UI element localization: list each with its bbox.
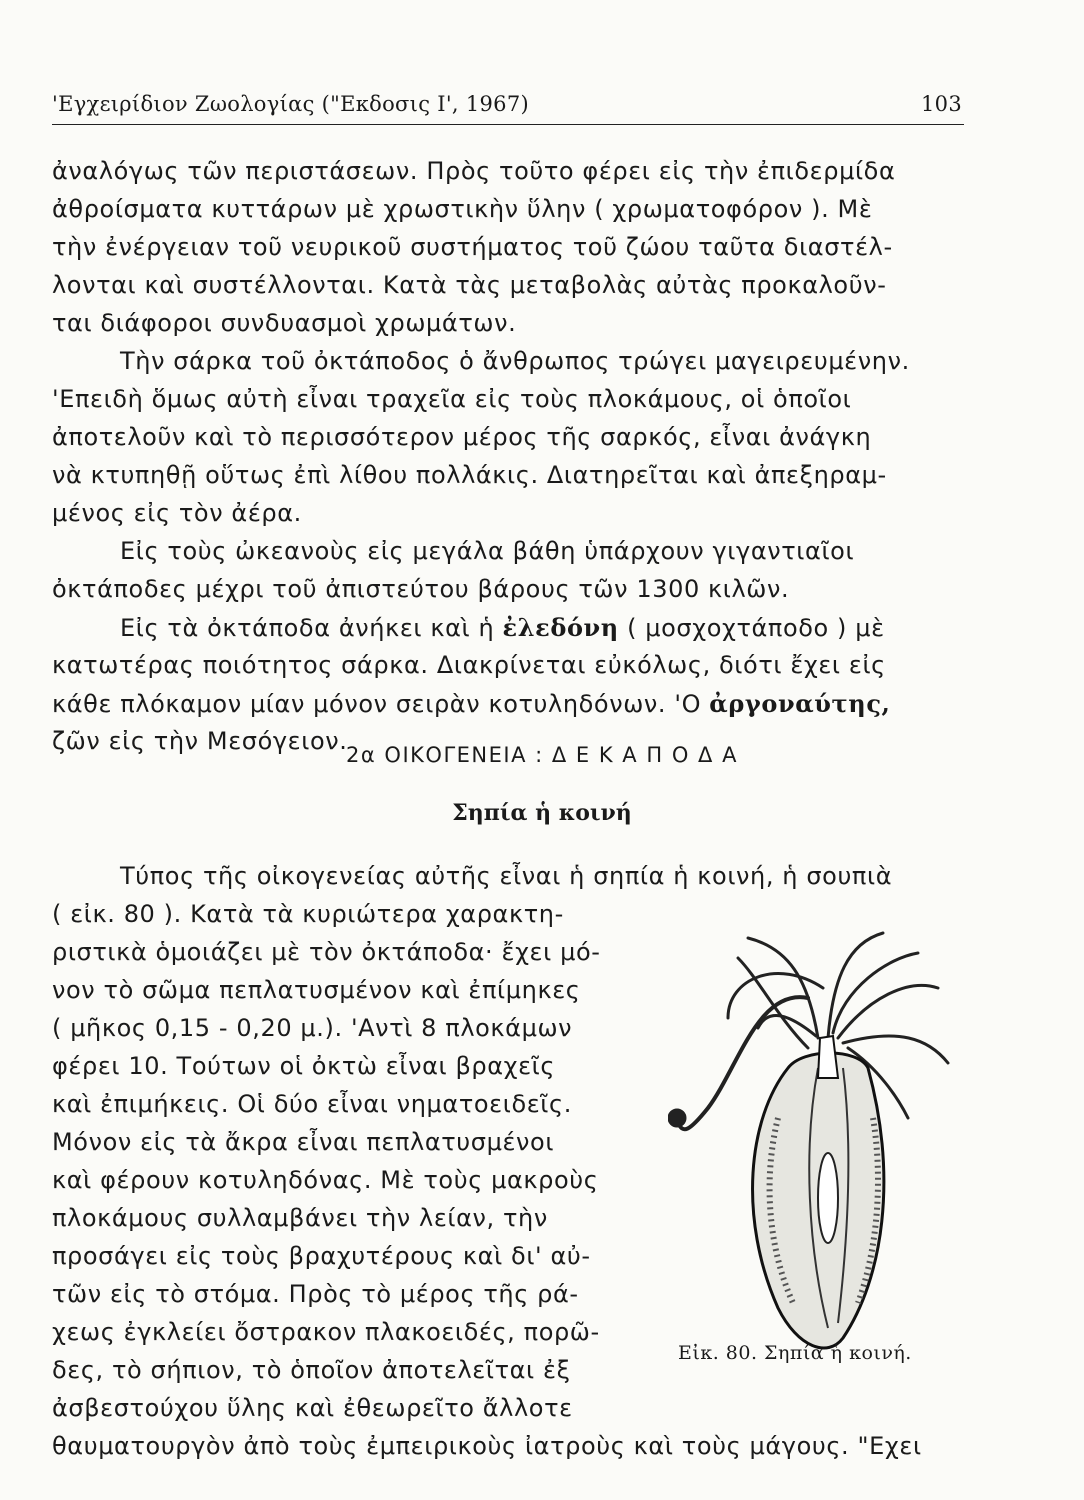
para4-line: ζῶν εἰς τὴν Μεσόγειον. bbox=[52, 727, 348, 755]
para5-line: ριστικὰ ὁμοιάζει μὲ τὸν ὀκτάποδα· ἔχει μό- bbox=[52, 938, 601, 966]
para5-line: τῶν εἰς τὸ στόμα. Πρὸς τὸ μέρος τῆς ρά- bbox=[52, 1280, 579, 1308]
para5-line: νον τὸ σῶμα πεπλατυσμένον καὶ ἐπίμηκες bbox=[52, 976, 581, 1004]
para1-line: ἀθροίσματα κυττάρων μὲ χρωστικὴν ὕλην ( χρωματοφόρον ). Μὲ bbox=[52, 195, 873, 223]
para4-line: κατωτέρας ποιότητος σάρκα. Διακρίνεται εὐκόλως, διότι ἔχει εἰς bbox=[52, 651, 886, 679]
para5-line: προσάγει εἰς τοὺς βραχυτέρους καὶ δι' αὐ- bbox=[52, 1242, 591, 1270]
para4-text: ( μοσχοχτάποδο ) μὲ bbox=[618, 614, 885, 642]
term-argonaut: ἀργοναύτης, bbox=[709, 689, 891, 718]
para3-line: ὀκτάποδες μέχρι τοῦ ἀπιστεύτου βάρους τῶν 1300 κιλῶν. bbox=[52, 575, 790, 603]
para1-line: ἀναλόγως τῶν περιστάσεων. Πρὸς τοῦτο φέρει εἰς τὴν ἐπιδερμίδα bbox=[52, 157, 896, 185]
para5-line: ἀσβεστούχου ὕλης καὶ ἐθεωρεῖτο ἄλλοτε bbox=[52, 1394, 573, 1422]
para4-text: κάθε πλόκαμον μίαν μόνον σειρὰν κοτυληδόνων. 'Ο bbox=[52, 690, 710, 718]
term-eledone: ἐλεδόνη bbox=[502, 613, 619, 642]
para2-line: Τὴν σάρκα τοῦ ὀκτάποδος ὁ ἄνθρωπος τρώγει μαγειρευμένην. bbox=[120, 347, 910, 375]
para4-text: Εἰς τὰ ὀκτάποδα ἀνήκει καὶ ἡ bbox=[120, 614, 503, 642]
para4-line bbox=[52, 689, 962, 718]
para2-line: νὰ κτυπηθῇ οὕτως ἐπὶ λίθου πολλάκις. Διατηρεῖται καὶ ἀπεξηραμ- bbox=[52, 461, 887, 489]
para1-line: τὴν ἐνέργειαν τοῦ νευρικοῦ συστήματος τοῦ ζώου ταῦτα διαστέλ- bbox=[52, 233, 893, 261]
para5-line: φέρει 10. Τούτων οἱ ὀκτὼ εἶναι βραχεῖς bbox=[52, 1052, 556, 1080]
species-heading: Σηπία ἡ κοινή bbox=[452, 800, 632, 826]
figure-caption: Εἰκ. 80. Σηπία ἡ κοινή. bbox=[678, 1342, 912, 1364]
para5-line: θαυματουργὸν ἀπὸ τοὺς ἐμπειρικοὺς ἰατροὺς καὶ τοὺς μάγους. "Εχει bbox=[52, 1432, 922, 1460]
para5-line: χεως ἐγκλείει ὄστρακον πλακοειδές, πορῶ- bbox=[52, 1318, 600, 1346]
family-heading: 2α ΟΙΚΟΓΕΝΕΙΑ : Δ Ε Κ Α Π Ο Δ Α bbox=[346, 743, 738, 767]
para5-line: ( μῆκος 0,15 - 0,20 μ.). 'Αντὶ 8 πλοκάμων bbox=[52, 1014, 573, 1042]
header-rule bbox=[52, 124, 964, 125]
para5-line: δες, τὸ σήπιον, τὸ ὁποῖον ἀποτελεῖται ἐξ bbox=[52, 1356, 571, 1384]
para2-line: μένος εἰς τὸν ἀέρα. bbox=[52, 499, 302, 527]
para3-line: Εἰς τοὺς ὠκεανοὺς εἰς μεγάλα βάθη ὑπάρχουν γιγαντιαῖοι bbox=[120, 537, 855, 565]
running-head: 'Εγχειρίδιον Ζωολογίας ("Εκδοσις Ι', 1967) bbox=[52, 92, 529, 116]
para5-line: Μόνον εἰς τὰ ἄκρα εἶναι πεπλατυσμένοι bbox=[52, 1128, 555, 1156]
para5-line: Τύπος τῆς οἰκογενείας αὐτῆς εἶναι ἡ σηπία ἡ κοινή, ἡ σουπιὰ bbox=[120, 862, 893, 890]
para1-line: ται διάφοροι συνδυασμοὶ χρωμάτων. bbox=[52, 309, 517, 337]
para1-line: λονται καὶ συστέλλονται. Κατὰ τὰς μεταβολὰς αὐτὰς προκαλοῦν- bbox=[52, 271, 887, 299]
para2-line: ἀποτελοῦν καὶ τὸ περισσότερον μέρος τῆς σαρκός, εἶναι ἀνάγκη bbox=[52, 423, 872, 451]
para4-line bbox=[120, 613, 962, 642]
para5-line: πλοκάμους συλλαμβάνει τὴν λείαν, τὴν bbox=[52, 1204, 548, 1232]
para2-line: 'Επειδὴ ὅμως αὐτὴ εἶναι τραχεῖα εἰς τοὺς πλοκάμους, οἱ ὁποῖοι bbox=[52, 385, 852, 413]
page-number: 103 bbox=[921, 92, 962, 116]
para5-line: ( εἰκ. 80 ). Κατὰ τὰ κυριώτερα χαρακτη- bbox=[52, 900, 564, 928]
para5-line: καὶ φέρουν κοτυληδόνας. Μὲ τοὺς μακροὺς bbox=[52, 1166, 599, 1194]
para5-line: καὶ ἐπιμήκεις. Οἱ δύο εἶναι νηματοειδεῖς. bbox=[52, 1090, 572, 1118]
